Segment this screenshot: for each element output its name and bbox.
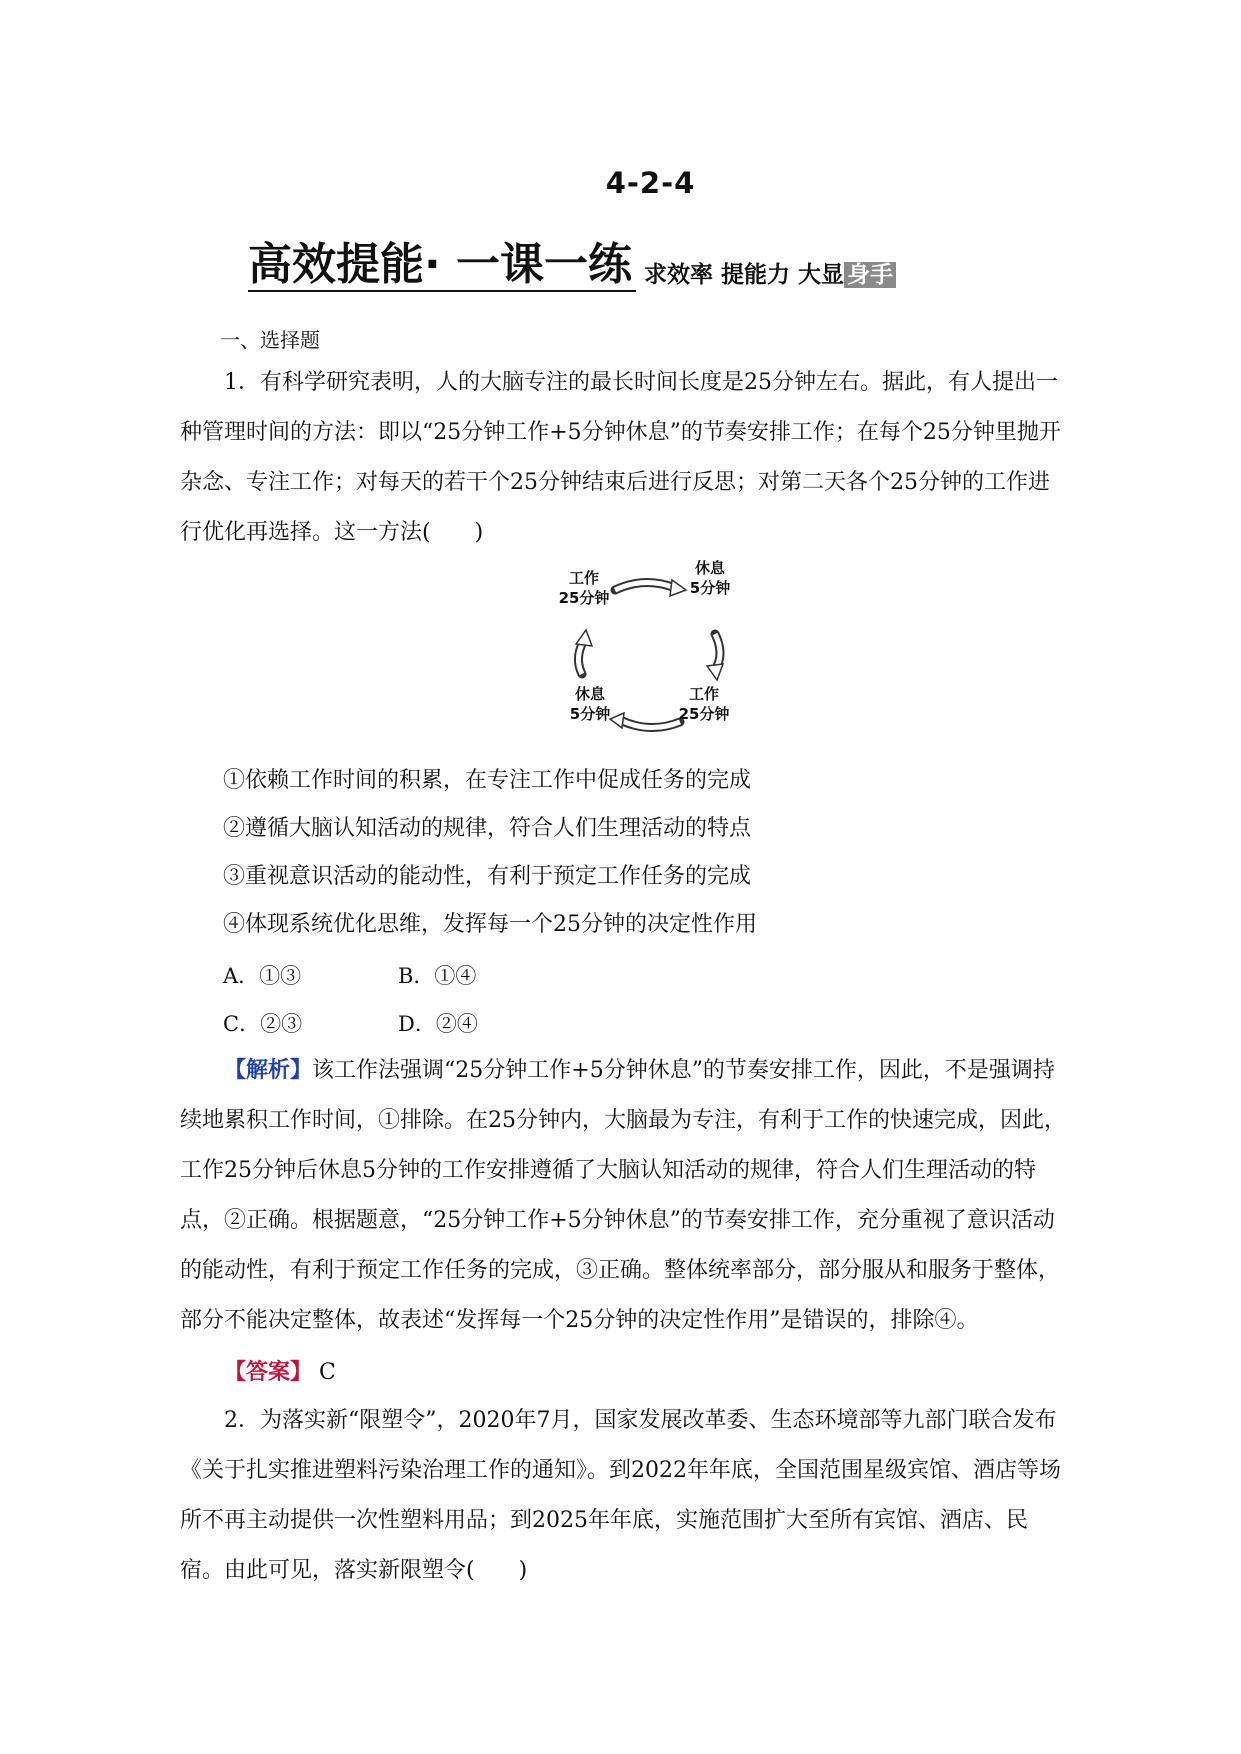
cycle-figure — [558, 559, 740, 742]
choice-b: B．①④ — [398, 964, 477, 988]
page-number: 4-2-4 — [605, 166, 696, 200]
option-2: ②遵循大脑认知活动的规律，符合人们生理活动的特点 — [223, 816, 752, 841]
question-1-analysis — [180, 1046, 1070, 1346]
label-bottom-left: 休息 5分钟 — [569, 685, 611, 723]
banner-slogan-highlight: 身手 — [844, 262, 896, 288]
choice-c: C．②③ — [223, 1012, 303, 1036]
label-bottom-right: 工作 25分钟 — [678, 685, 730, 723]
banner-title: 高效提能· 一课一练 — [248, 240, 636, 292]
banner-slogan — [644, 260, 896, 292]
question-2-stem — [180, 1396, 1070, 1596]
question-1-stem — [180, 358, 1070, 558]
option-1: ①依赖工作时间的积累，在专注工作中促成任务的完成 — [223, 768, 752, 793]
section-title: 一、选择题 — [220, 328, 320, 352]
question-1-answer — [180, 1348, 1070, 1398]
answer-text: C — [319, 1360, 336, 1385]
banner — [248, 240, 896, 292]
analysis-tag: 【解析】 — [224, 1058, 313, 1083]
choice-d: D．②④ — [398, 1012, 478, 1036]
label-top-left: 工作 25分钟 — [558, 569, 610, 607]
label-top-right: 休息 5分钟 — [689, 559, 731, 597]
option-4: ④体现系统优化思维，发挥每一个25分钟的决定性作用 — [223, 912, 757, 937]
banner-slogan-plain: 求效率 提能力 大显 — [644, 262, 845, 288]
question-1-text: 1．有科学研究表明，人的大脑专注的最长时间长度是25分钟左右。据此，有人提出一种管理时间的方法：即以“25分钟工作+5分钟休息”的节奏安排工作；在每个25分钟里抛开杂念、专注工作；对每天的若干个25分钟结束后进行反思；对第二天各个25分钟的工作进行优化再选择。这一方法( ) — [180, 370, 1061, 545]
choice-a: A．①③ — [223, 964, 302, 988]
answer-tag: 【答案】 — [224, 1360, 313, 1385]
question-2-text: 2．为落实新“限塑令”，2020年7月，国家发展改革委、生态环境部等九部门联合发布《关于扎实推进塑料污染治理工作的通知》。到2022年年底，全国范围星级宾馆、酒店等场所不再主动提供一次性塑料用品；到2025年年底，实施范围扩大至所有宾馆、酒店、民宿。由此可见，落实新限塑令( ) — [180, 1408, 1061, 1583]
analysis-text: 该工作法强调“25分钟工作+5分钟休息”的节奏安排工作，因此，不是强调持续地累积工作时间，①排除。在25分钟内，大脑最为专注，有利于工作的快速完成，因此，工作25分钟后休息5分钟的工作安排遵循了大脑认知活动的规律，符合人们生理活动的特点，②正确。根据题意，“25分钟工作+5分钟休息”的节奏安排工作，充分重视了意识活动的能动性，有利于预定工作任务的完成，③正确。整体统率部分，部分服从和服务于整体，部分不能决定整体，故表述“发挥每一个25分钟的决定性作用”是错误的，排除④。 — [180, 1058, 1066, 1333]
option-3: ③重视意识活动的能动性，有利于预定工作任务的完成 — [223, 864, 752, 889]
